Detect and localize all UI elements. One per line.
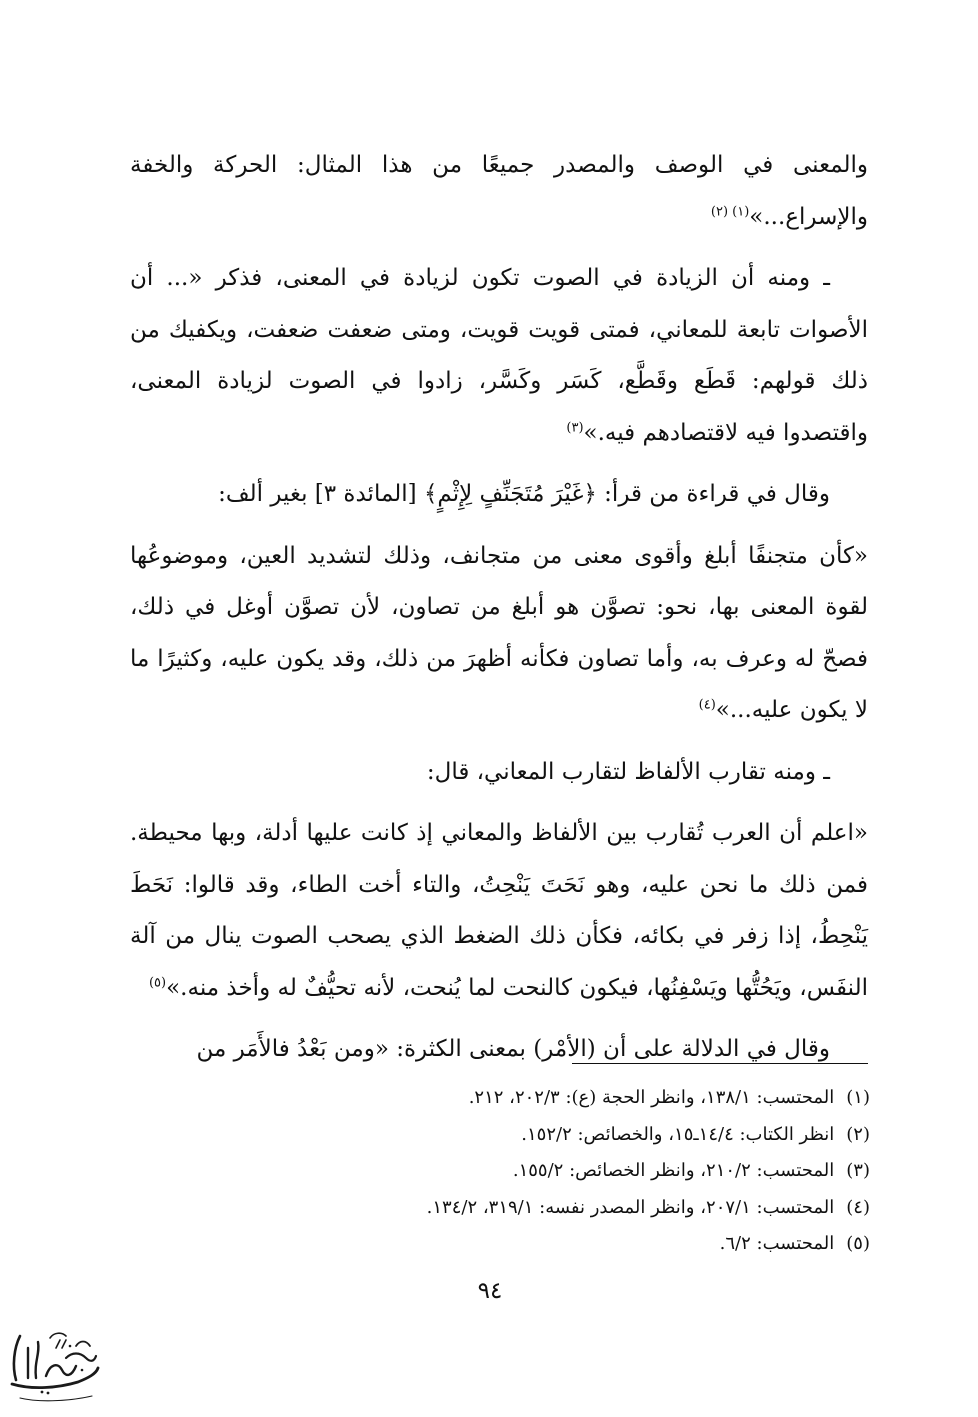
- footnote-text: المحتسب: ١٣٨/١، وانظر الحجة (ع): ٢٠٢/٣، ٢١٢.: [468, 1087, 835, 1108]
- paragraph-text: والمعنى في الوصف والمصدر جميعًا من هذا المثال: الحركة والخفة والإسراع...»: [130, 152, 868, 230]
- paragraph-5: [130, 747, 868, 799]
- paragraph-1: [130, 140, 868, 243]
- footnote-reference[interactable]: (٣): [566, 419, 584, 435]
- calligraphy-watermark-logo: [6, 1318, 102, 1410]
- paragraph-4-quote: [130, 531, 868, 737]
- footnote-number: (٤): [846, 1196, 870, 1218]
- page-number: ٩٤: [477, 1278, 503, 1304]
- footnote-item: [300, 1226, 870, 1263]
- paragraph-3: [130, 469, 868, 521]
- footnote-number: (٢): [846, 1123, 870, 1145]
- footnote-reference[interactable]: (٥): [148, 974, 167, 990]
- footnote-number: (٣): [846, 1160, 870, 1181]
- paragraph-text: «اعلم أن العرب تُقارب بين الألفاظ والمعاني إذ كانت عليها أدلة، وبها محيطة. فمن ذلك ما نحن عليه، وهو نَحَتَ يَنْحِتُ، والتاء أخت الطاء، وقد قالوا: نَحَطَ يَنْحِطُ، إذا زفر في بكائه، فكأن ذلك الضغط الذي يصحب الصوت ينال من آلة النفَس، ويَحُتُّها ويَسْفِنُها، فيكون كالنحت لما يُنحت، لأنه تحيُّفٌ له وأخذ منه.»: [130, 820, 868, 1001]
- footnote-text: المحتسب: ٢١٠/٢، وانظر الخصائص: ١٥٥/٢.: [512, 1160, 835, 1181]
- paragraph-text: ـ ومنه تقارب الألفاظ لتقارب المعاني، قال:: [426, 758, 830, 785]
- paragraph-7: [130, 1024, 868, 1076]
- paragraph-6-quote: [130, 808, 868, 1014]
- paragraph-2: [130, 253, 868, 459]
- paragraph-text: وقال في قراءة من قرأ: ﴿غَيْرَ مُتَجَنِّفٍ لِإِثْمٍ﴾ [المائدة ٣] بغير ألف:: [218, 481, 830, 507]
- footnote-number: (١): [846, 1087, 870, 1108]
- footnote-reference[interactable]: (٤): [698, 697, 716, 713]
- footnote-number: (٥): [846, 1233, 870, 1254]
- footnote-text: انظر الكتاب: ١٤/٤ـ١٥، والخصائص: ١٥٢/٢.: [521, 1123, 835, 1145]
- footnote-item: [300, 1080, 870, 1117]
- footnote-item: [300, 1190, 870, 1227]
- paragraph-text: ـ ومنه أن الزيادة في الصوت تكون لزيادة في المعنى، فذكر «... أن الأصوات تابعة للمعاني، فمتى قويت قويت، ومتى ضعفت ضعفت، ويكفيك من ذلك قولهم: قَطَع وقَطَّع، كَسَر وكَسَّر، زادوا في الصوت لزيادة المعنى، واقتصدوا فيه لاقتصادهم فيه.»: [130, 265, 868, 446]
- page-body: [130, 140, 868, 1076]
- footnote-item: [300, 1153, 870, 1190]
- footnote-separator: [572, 1063, 868, 1064]
- footnote-reference[interactable]: (١) (٢): [710, 203, 750, 219]
- paragraph-text: «كأن متجنفًا أبلغ وأقوى معنى من متجانف، وذلك لتشديد العين، وموضوعُها لقوة المعنى بها، نحو: تصوَّن هو أبلغ من تصاون، لأن تصوَّن أوغل في ذلك، فصحّ له وعرف به، وأما تصاون فكأنه أظهرَ من ذلك، وقد يكون عليه، وكثيرًا ما لا يكون عليه...»: [130, 542, 868, 723]
- footnote-item: [300, 1117, 870, 1154]
- paragraph-text: وقال في الدلالة على أن (الأمْر) بمعنى الكثرة: «ومن بَعْدُ فالأَمَر من: [196, 1036, 830, 1062]
- footnotes-list: [300, 1080, 870, 1263]
- footnote-text: المحتسب: ٢٠٧/١، وانظر المصدر نفسه: ٣١٩/١، ١٣٤/٢.: [426, 1196, 835, 1218]
- footnote-text: المحتسب: ٦/٢.: [719, 1233, 835, 1254]
